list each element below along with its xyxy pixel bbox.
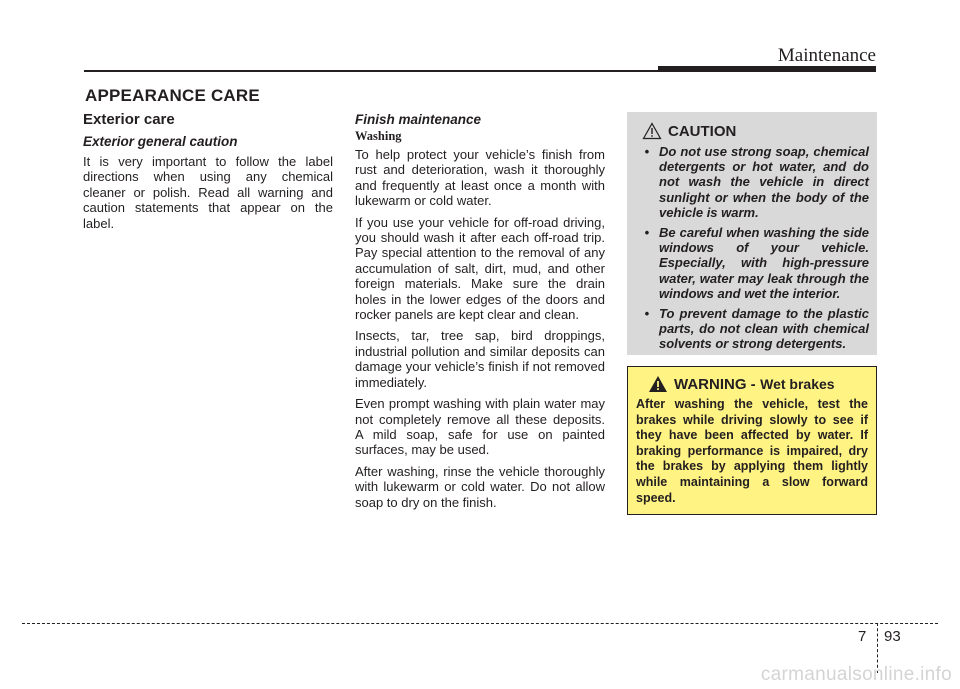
washing-label: Washing [355, 129, 402, 143]
header-rule-thin [84, 70, 660, 72]
exterior-care-heading: Exterior care [83, 111, 175, 128]
finish-paragraph-3: Insects, tar, tree sap, bird droppings, industrial pollution and similar deposits can damage your vehicle’s finish if not removed immediately. [355, 328, 605, 390]
warning-text: After washing the vehicle, test the brakes while driving slowly to see if they have been affected by water. If braking performance is impaired, dry the brakes by applying them lightly while maintaining a slow forward speed. [636, 397, 868, 505]
watermark: carmanualsonline.info [760, 664, 952, 685]
caution-item-text: To prevent damage to the plastic parts, do not clean with chemical solvents or strong detergents. [659, 306, 869, 352]
column-exterior-care [83, 110, 333, 237]
caution-item-text: Do not use strong soap, chemical detergents or hot water, and do not wash the vehicle in direct sunlight or when the body of the vehicle is warm. [659, 144, 869, 220]
page-number: 93 [884, 628, 901, 645]
warning-triangle-icon [648, 375, 668, 393]
caution-item [637, 225, 869, 301]
page-chapter-number: 7 [858, 628, 867, 645]
finish-paragraph-5: After washing, rinse the vehicle thoroughly with lukewarm or cold water. Do not allow soap to dry on the finish. [355, 463, 605, 510]
column-finish-maintenance [355, 110, 605, 516]
finish-paragraph-2: If you use your vehicle for off-road driving, you should wash it after each off-road trip. Pay special attention to the removal of any accumulation of salt, dirt, mud, and other foreign materials. Make sure the drain holes in the lower edges of the doors and rocker panels are kept clear and clean. [355, 214, 605, 323]
finish-paragraph-1: To help protect your vehicle’s finish from rust and deterioration, wash it thoroughly and frequently at least once a month with lukewarm or cold water. [355, 147, 605, 209]
caution-list [637, 144, 869, 352]
warning-title: WARNING - [674, 375, 756, 393]
warning-box [627, 366, 877, 515]
caution-item [637, 306, 869, 352]
caution-box [627, 112, 877, 355]
caution-title: CAUTION [668, 122, 737, 140]
exterior-caution-heading: Exterior general caution [83, 134, 238, 149]
caution-triangle-icon [642, 122, 662, 140]
caution-bullet: • [644, 306, 649, 322]
chapter-title: Maintenance [777, 45, 876, 66]
header-rule-thick [658, 66, 876, 72]
caution-item-text: Be careful when washing the side windows of your vehicle. Especially, with high-pressure water, water may leak through the windows and wet the interior. [659, 225, 869, 301]
warning-subtitle: Wet brakes [760, 376, 835, 392]
exterior-caution-text: It is very important to follow the label directions when using any chemical cleaner or polish. Read all warning and caution statements that appear on the label. [83, 154, 333, 231]
caution-bullet: • [644, 225, 649, 241]
caution-item [637, 144, 869, 220]
column-notices [627, 110, 877, 355]
finish-paragraph-4: Even prompt washing with plain water may not completely remove all these deposits. A mild soap, safe for use on painted surfaces, may be used. [355, 396, 605, 458]
warning-header [636, 375, 868, 393]
caution-header [637, 122, 869, 140]
section-title: APPEARANCE CARE [85, 86, 260, 105]
caution-bullet: • [644, 144, 649, 159]
footer-rule [22, 623, 938, 624]
finish-maintenance-heading: Finish maintenance [355, 112, 482, 127]
